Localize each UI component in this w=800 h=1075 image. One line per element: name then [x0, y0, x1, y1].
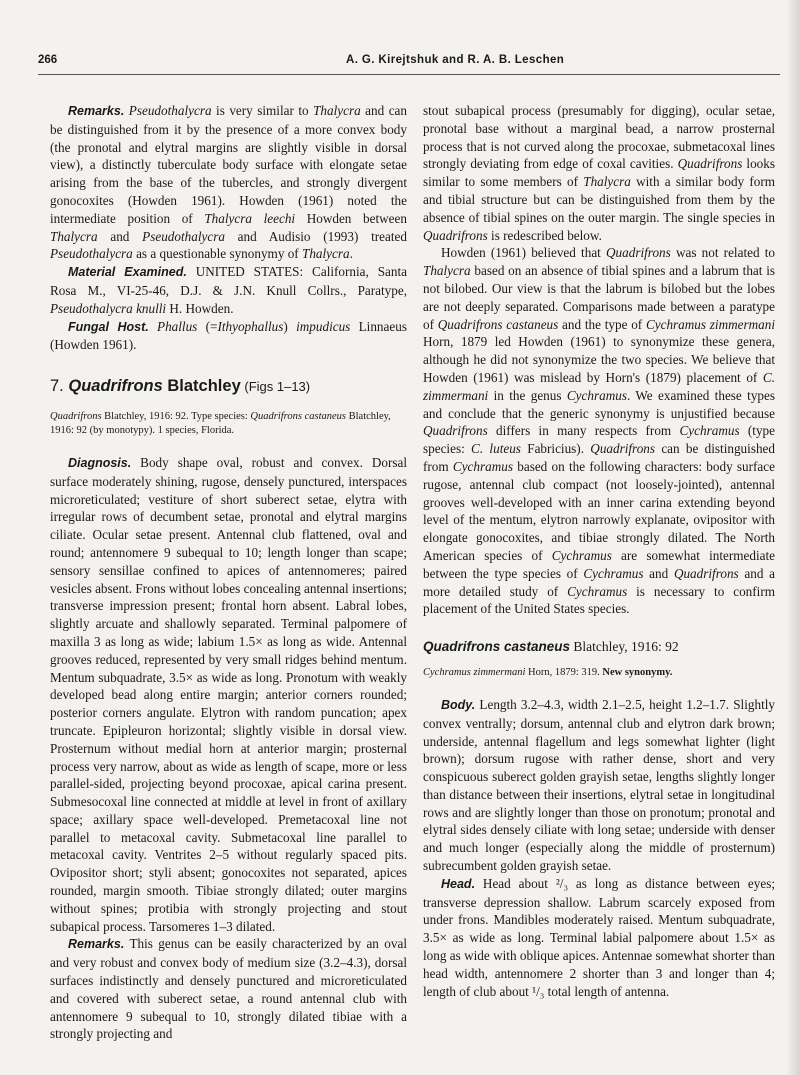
body-text: Length 3.2–4.3, width 2.1–2.5, height 1.2–1.7. Slightly convex ventrally; dorsum, antennal club and elytron dark brown; underside, antennal flagellum and legs somewhat lighter (light brown); dorsum rugose with rather dense, short and very conspicuous suberect golden grayish setae, lengths slightly longer than distance between their insertions, elytral setae in longitudinal rows and are slightly longer than those on pronotum; pronotal and elytral sides densely ciliate with long setae; underside with denser and much longer (especially along the middle of prosternum) subrecumbent golden grayish setae.: [423, 696, 775, 874]
genus-name: Phallus: [157, 318, 198, 334]
remarks-continued: stout subapical process (presumably for digging), ocular setae, pronotal base without a marginal bead, a narrow prosternal process that is not curved along the procoxae, submetacoxal lines strongly deviating from edge of coxal cavities. Quadrifrons looks similar to some members of Thalycra with a similar body form and tibial structure but can be distinguished from them by the absence of tibial spines on the outer margin. The single species in Quadrifrons is redescribed below.: [423, 103, 776, 243]
header-rule: [38, 74, 780, 75]
page-number: 266: [38, 54, 58, 66]
species-epithet: impudicus: [296, 318, 351, 334]
remarks-text: This genus can be easily characterized by an oval and very robust and convex body of medium size (3.2–4.3), dorsal surfaces indistinctly and densely punctured and microreticulated and covered with suberect setae, a round antennal club with antennomere 9 subequal to 10, strongly dilated tibiae with a strongly projecting and: [50, 936, 407, 1042]
section-number: 7.: [50, 377, 69, 396]
genus-name: Ithyophallus: [217, 318, 284, 334]
running-header: [38, 52, 778, 70]
fungal-host: Fungal Host. Phallus (=Ithyophallus) impudicus Linnaeus (Howden 1961).: [50, 318, 407, 353]
body-description: [423, 696, 775, 875]
material-label: Material Examined.: [68, 265, 187, 280]
page-edge-shadow: [786, 0, 800, 1075]
species-synonymy: Cychramus zimmermani Horn, 1879: 319. New synonymy.: [423, 666, 673, 678]
species-name: Pseudothalycra knulli: [50, 300, 167, 316]
genus-name: Thalycra: [50, 228, 98, 244]
new-synonymy: New synonymy.: [602, 666, 673, 678]
remarks-pseudothalycra: Remarks. Pseudothalycra is very similar to Thalycra and can be distinguished from it by the presence of a more convex body (the pronotal and elytral margins are slightly visible in dorsal view), a distinctly tuberculate body surface with elongate setae arising from the base of the tubercles, and strongly divergent gonocoxites (Howden 1961). Howden (1961) noted the intermediate position of Thalycra leechi Howden between Thalycra and Pseudothalycra and Audisio (1993) treated Pseudothalycra as a questionable synonymy of Thalycra.: [50, 103, 408, 262]
head-label: Head.: [441, 876, 476, 891]
head-text: Head about ²/₃ as long as distance between eyes; transverse depression shallow. Labrum scarcely exposed from under frons. Mandibles moderately raised. Mentum subquadrate, 3.5× as wide as long. Terminal labial palpomere about 1.5× as long as wide with oblique apices. Antennae somewhat shorter than head width, antennomere 2 shorter than 3 and longer than 4; length of club about ¹/₃ total length of antenna.: [423, 875, 775, 999]
remarks-label: Remarks.: [68, 104, 125, 118]
species-heading-name: Quadrifrons castaneus: [423, 639, 571, 655]
remarks-quadrifrons: [50, 935, 407, 1043]
genus-name: Pseudothalycra: [50, 246, 133, 262]
left-column: [50, 102, 407, 1043]
fungal-host-label: Fungal Host.: [68, 319, 149, 334]
running-head-authors: A. G. Kirejtshuk and R. A. B. Leschen: [346, 54, 565, 66]
section-figs: (Figs 1–13): [240, 379, 311, 395]
species-heading-author: Blatchley, 1916: 92: [570, 639, 679, 655]
genus-name: Thalycra: [313, 103, 361, 118]
section-author: Blatchley: [162, 377, 241, 396]
species-heading: [423, 638, 775, 656]
right-column: [423, 102, 775, 1000]
genus-name: Thalycra: [302, 246, 350, 262]
diagnosis-label: Diagnosis.: [68, 455, 132, 470]
diagnosis-text: Body shape oval, robust and convex. Dorsal surface moderately shining, rugose, densely punctured, interspaces microreticulated; vestiture of short suberect setae, elytra with irregular rows of decumbent setae, pronotal and elytral margins ciliate. Ocular setae present. Antennal club flattened, oval and round; antennomere 9 subequal to 10; length longer than scape; sensory sensillae confined to apices of antennomeres; paired vesicles absent. Frons without lobes concealing antennal insertions; transverse impression present; frontal horn absent. Labral lobes, slightly arcuate and shallowly separated. Terminal palpomere of maxilla 3 as long as wide; labium 1.5× as long as wide. Antennal grooves reduced, represented by very small ridges behind mentum. Mentum subquadrate, 3.5× as wide as long. Pronotum with weakly developed bead along entire margin; anterior corners rounded; posterior corners angulate. Elytron with random puncation; apex truncate. Epipleuron horizontal; slightly visible in dorsal view. Prosternum without medial horn at anterior margin; prosternal process very narrow, about as wide as length of scape, more or less parallel-sided, projecting beyond procoxae, apical carina present. Submesocoxal line connected at middle at level in front of axillary space; axillary space well-developed. Premetacoxal line not parallel to metacoxal cavity. Submetacoxal line parallel to metacoxal cavity. Ventrites 2–5 without regularly spaced pits. Ovipositor short; styli absent; gonocoxites not separated, apices rounded, margin smooth. Tibiae strongly dilated; outer margins without spines; protibia with strongly projecting and stout subapical process. Tarsomeres 1–3 dilated.: [50, 454, 407, 934]
remarks-label: Remarks.: [68, 937, 125, 952]
section-genus: Quadrifrons: [68, 377, 163, 396]
genus-synonymy: Quadrifrons Blatchley, 1916: 92. Type species: Quadrifrons castaneus Blatchley, 1916: 92 (by monotypy). 1 species, Florida.: [50, 410, 391, 436]
howden-discussion: Howden (1961) believed that Quadrifrons was not related to Thalycra based on an absence of tibial spines and a labrum that is not bilobed. Our view is that the labrum is bilobed but the lobes are not deeply separated. Comparisons made between a paratype of Quadrifrons castaneus and the type of Cychramus zimmermani Horn, 1879 led Howden (1961) to synonymize these genera, although he did not synonymize the two species. We believe that Howden (1961) was mislead by Horn's (1879) placement of C. zimmermani in the genus Cychramus. We examined these types and conclude that the generic synonymy is unjustified because Quadrifrons differs in many respects from Cychramus (type species: C. luteus Fabricius). Quadrifrons can be distinguished from Cychramus based on the following characters: body surface rugose, antennal club compact (not loosely-jointed), antennal grooves well-developed with an inner carina extending beyond level of the mentum, elytron narrowly explanate, ovipositor with elongate gonocoxites, and tibiae strongly dilated. The North American species of Cychramus are somewhat intermediate between the type species of Cychramus and Quadrifrons and a more detailed study of Cychramus is necessary to confirm placement of the United States species.: [423, 245, 775, 617]
head-description: [423, 875, 775, 1001]
species-name: Thalycra leechi: [204, 210, 296, 226]
genus-name: Pseudothalycra: [142, 228, 225, 244]
diagnosis: [50, 454, 407, 936]
genus-name: Pseudothalycra: [128, 103, 212, 118]
section-heading-quadrifrons: [50, 378, 407, 396]
material-examined: Material Examined. UNITED STATES: California, Santa Rosa M., VI-25-46, D.J. & J.N. Knull Collrs., Paratype, Pseudothalycra knulli H. Howden.: [50, 264, 407, 316]
body-label: Body.: [441, 697, 476, 712]
